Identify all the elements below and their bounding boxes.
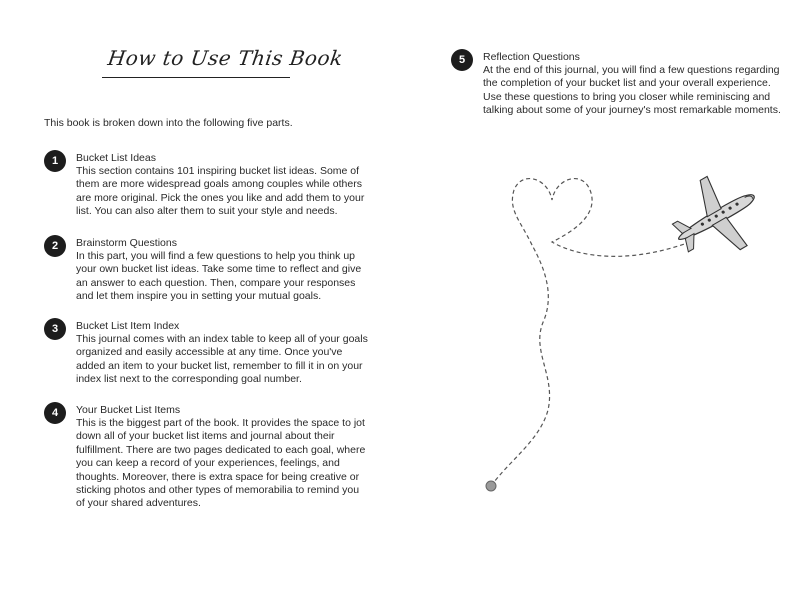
section-body: This section contains 101 inspiring bucket list ideas. Some of them are more widespread goals among couples while others are more original. Pick the ones you like and add them to your list. You can also alter them to suit your style and needs. — [76, 165, 365, 218]
airplane-icon — [659, 161, 770, 274]
section-heading: Your Bucket List Items — [76, 404, 181, 416]
dashed-flight-path — [491, 179, 690, 486]
section-body: In this part, you will find a few questions to help you think up your own bucket list ideas. Take some time to reflect and give an answer to each question. Then, compare your responses and let them inspire you in setting your mutual goals. — [76, 250, 362, 303]
section-heading: Bucket List Ideas — [76, 152, 156, 164]
title-underline — [102, 77, 290, 78]
section-body: At the end of this journal, you will find a few questions regarding the completion of your bucket list and your overall experience. Use these questions to bring you closer while reminiscing and talking about some of your journey's most remarkable moments. — [483, 64, 781, 117]
section-heading: Reflection Questions — [483, 51, 580, 63]
start-dot — [486, 481, 496, 491]
section-body: This journal comes with an index table to keep all of your goals organized and easily accessible at any time. Once you've added an item to your bucket list, remember to fill it in on your index list next to the corresponding goal number. — [76, 333, 368, 386]
intro-text: This book is broken down into the following five parts. — [44, 117, 293, 129]
number-badge: 1 — [44, 150, 66, 172]
flight-path-illustration — [470, 160, 770, 500]
section-body: This is the biggest part of the book. It provides the space to jot down all of your bucket list items and journal about their fulfillment. There are two pages dedicated to each goal, where you can keep a record of your experiences, feelings, and thoughts. Moreover, there is extra space for being creative or sticking photos and other types of memorabilia to remind you of your shared adventures. — [76, 417, 366, 510]
section-heading: Brainstorm Questions — [76, 237, 177, 249]
number-badge: 3 — [44, 318, 66, 340]
page-title: How to Use This Book — [106, 46, 345, 70]
number-badge: 2 — [44, 235, 66, 257]
number-badge: 4 — [44, 402, 66, 424]
section-heading: Bucket List Item Index — [76, 320, 180, 332]
number-badge: 5 — [451, 49, 473, 71]
